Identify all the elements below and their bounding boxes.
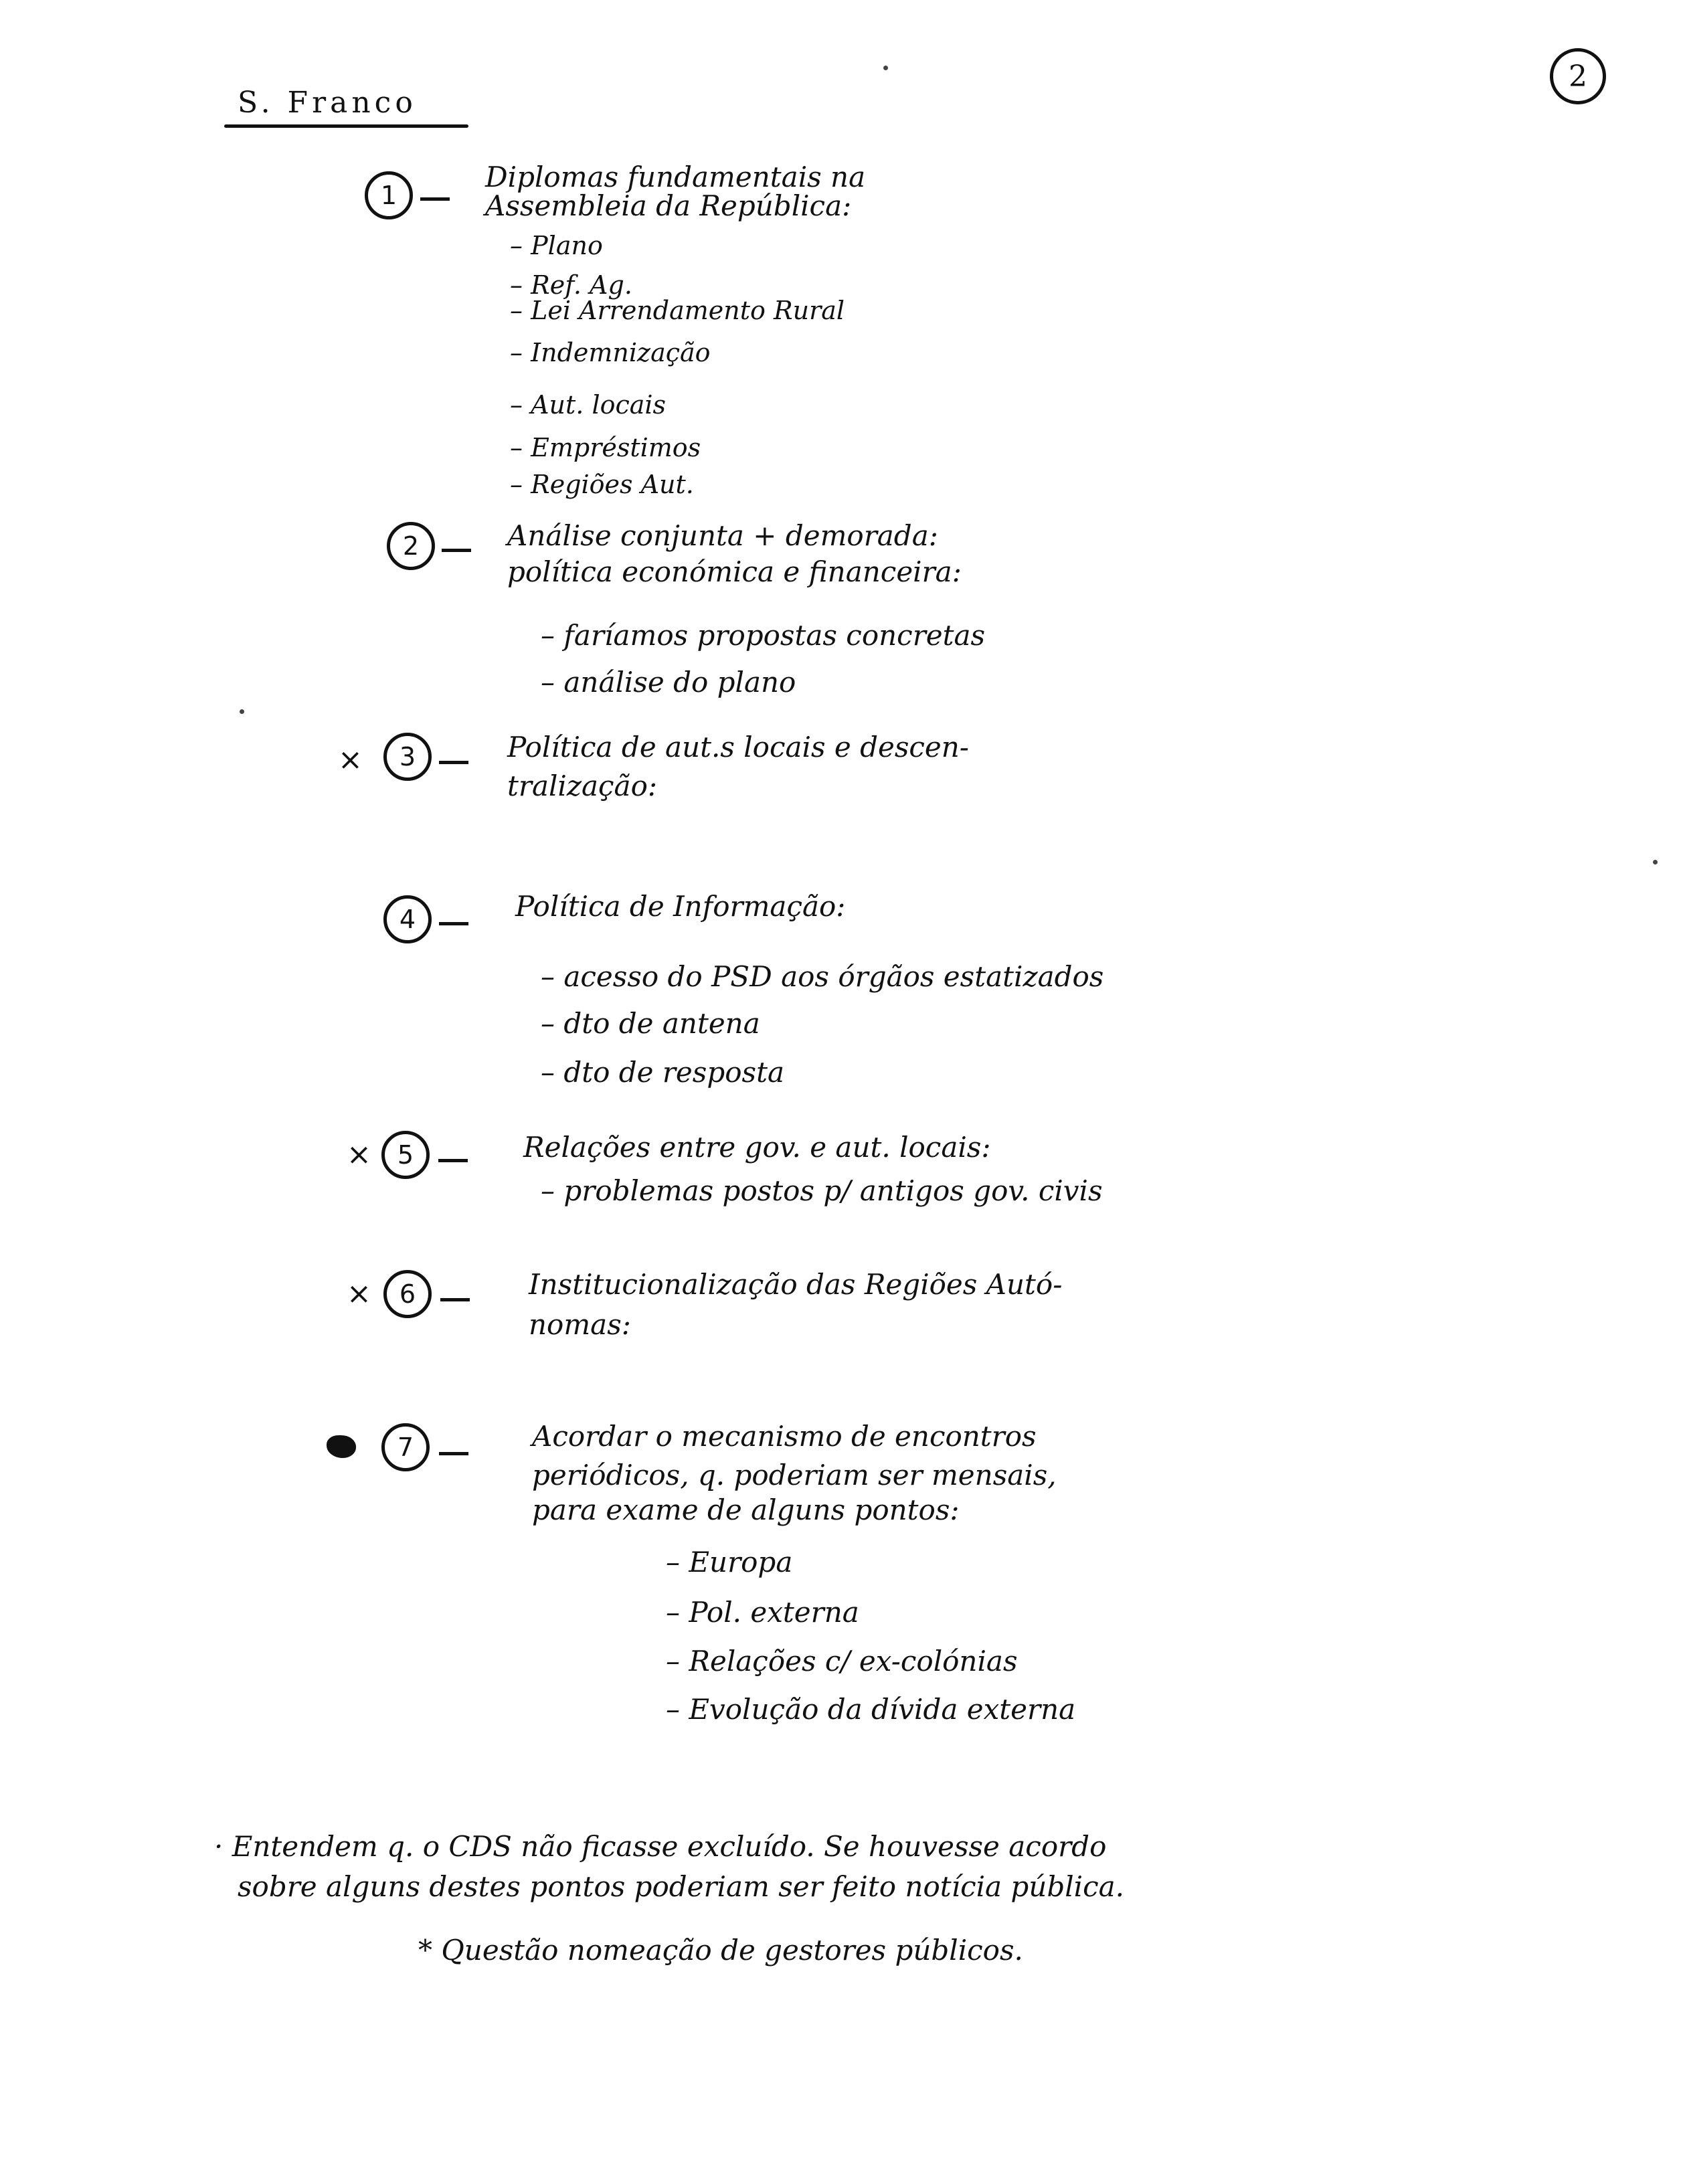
item-dash — [440, 1298, 470, 1301]
item-dash — [439, 1452, 468, 1455]
footer-line-1: · Entendem q. o CDS não ficasse excluído. Se houvesse acordo — [214, 1830, 1107, 1863]
item-number-7: 7 — [381, 1423, 430, 1471]
item-1-sub: – Empréstimos — [510, 433, 701, 462]
item-5-sub: – problemas postos p/ antigos gov. civis — [541, 1174, 1103, 1207]
item-2-line-2: política económica e financeira: — [507, 555, 962, 588]
item-number-6: 6 — [383, 1270, 432, 1318]
author-name: S. Franco — [238, 86, 417, 120]
item-3-mark: × — [338, 743, 363, 777]
ink-blot — [327, 1435, 356, 1458]
item-7-line-1: Acordar o mecanismo de encontros — [532, 1420, 1037, 1453]
item-2-sub: – análise do plano — [541, 666, 796, 699]
item-6-line-1: Institucionalização das Regiões Autó- — [529, 1268, 1063, 1301]
item-number-1: 1 — [365, 171, 413, 219]
speck — [240, 709, 244, 714]
item-7-sub: – Pol. externa — [666, 1596, 859, 1629]
item-7-sub: – Evolução da dívida externa — [666, 1693, 1076, 1726]
item-3-line-2: tralização: — [507, 769, 658, 802]
item-1-sub: – Ref. Ag. — [510, 270, 632, 300]
item-7-line-2: periódicos, q. poderiam ser mensais, — [532, 1459, 1057, 1491]
item-7-line-3: para exame de alguns pontos: — [532, 1493, 960, 1526]
item-7-sub: – Europa — [666, 1546, 793, 1578]
item-4-sub: – acesso do PSD aos órgãos estatizados — [541, 960, 1104, 993]
item-dash — [442, 549, 471, 552]
item-1-sub: – Indemnização — [510, 338, 711, 367]
item-6-line-2: nomas: — [529, 1308, 631, 1341]
page-number: 2 — [1550, 48, 1606, 104]
item-2-line-1: Análise conjunta + demorada: — [507, 519, 938, 552]
item-dash — [439, 761, 468, 764]
item-4-sub: – dto de antena — [541, 1007, 760, 1040]
item-7-sub: – Relações c/ ex-colónias — [666, 1645, 1018, 1677]
item-number-3: 3 — [383, 733, 432, 781]
item-5-mark: × — [347, 1138, 371, 1172]
item-1-sub: – Aut. locais — [510, 390, 667, 420]
footer-note: * Questão nomeação de gestores públicos. — [418, 1934, 1023, 1967]
item-dash — [420, 197, 450, 201]
speck — [1653, 860, 1658, 864]
footer-line-2: sobre alguns destes pontos poderiam ser feito notícia pública. — [238, 1870, 1125, 1903]
item-number-4: 4 — [383, 895, 432, 943]
item-1-sub: – Regiões Aut. — [510, 470, 694, 499]
item-dash — [438, 1159, 468, 1162]
item-1-sub: – Lei Arrendamento Rural — [510, 296, 845, 325]
item-1-sub: – Plano — [510, 231, 603, 260]
speck — [883, 66, 888, 70]
header-underline — [224, 124, 468, 128]
item-3-line-1: Política de aut.s locais e descen- — [507, 731, 969, 763]
item-number-5: 5 — [381, 1131, 430, 1179]
item-dash — [439, 922, 468, 925]
item-4-line-1: Política de Informação: — [515, 890, 846, 923]
item-1-line-1: Diplomas fundamentais na — [485, 161, 866, 193]
item-5-line-1: Relações entre gov. e aut. locais: — [523, 1131, 991, 1164]
item-1-line-2: Assembleia da República: — [485, 189, 852, 222]
item-4-sub: – dto de resposta — [541, 1056, 784, 1089]
item-number-2: 2 — [387, 522, 435, 570]
item-6-mark: × — [347, 1277, 371, 1311]
item-2-sub: – faríamos propostas concretas — [541, 619, 986, 652]
